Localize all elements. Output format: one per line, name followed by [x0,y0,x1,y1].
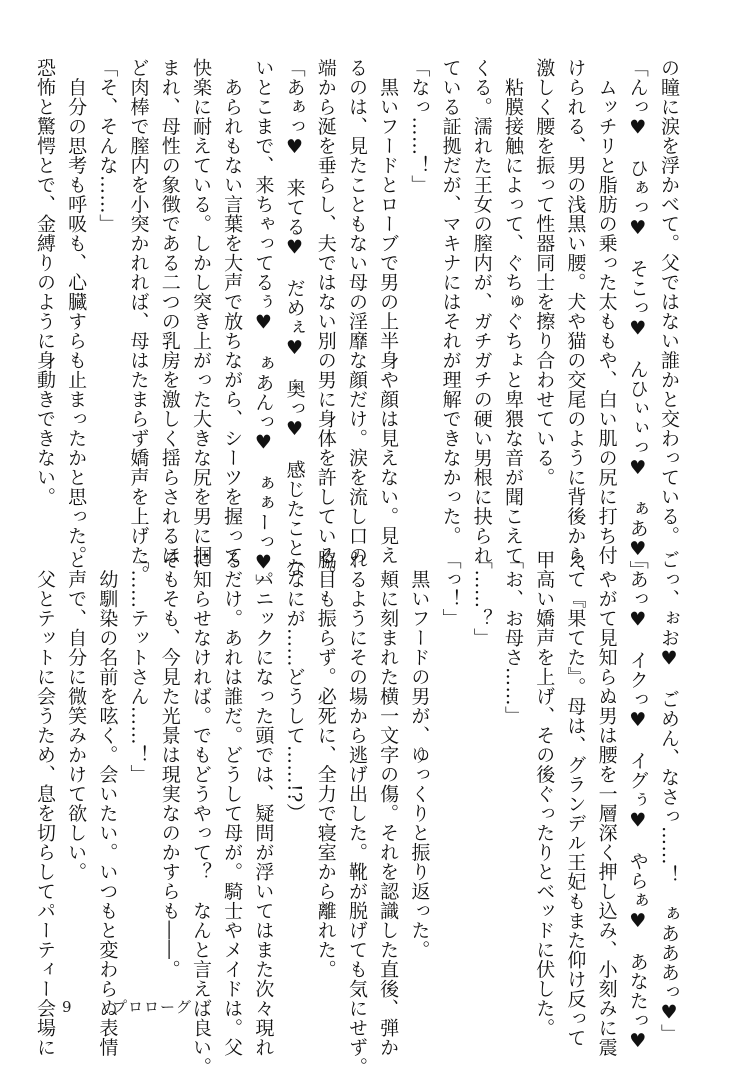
text-line: 頬に刻まれた横一文字の傷。それを認識した直後、弾か [377,550,400,1057]
text-line: ムッチリと脂肪の乗った太ももや、白い肌の尻に打ち付 [595,58,618,565]
text-line: 「そ、そんな……」 [96,58,119,234]
text-line: いとこまで、来ちゃってるぅ♥ ぁあんっ♥ ぁぁーっ♥」 [252,58,275,594]
text-line: 父とテットに会うため、息を切らしてパーティー会場に [33,550,56,1057]
text-line: 脇目も振らず。必死に、全力で寝室から離れた。 [314,550,337,979]
text-line: 恐怖と驚愕とで、金縛りのように身動きできない。 [33,58,56,507]
text-line: 端から涎を垂らし、夫ではない別の男に身体を許している。 [314,58,337,585]
page-number: 9 [62,998,72,1016]
text-line: 「お、お母さ……」 [501,550,524,726]
text-line: るのは、見たこともない母の淫靡な顔だけ。涙を流し口の [345,58,368,565]
text-line: ど肉棒で膣内を小突かれれば、母はたまらず嬌声を上げた。 [127,58,150,585]
text-line: 「あっ♥ イクっ♥ イグぅ♥ やらぁ♥ あなたっ♥ [626,550,649,1053]
text-line: 「あぁっ♥ 来てる♥ だめぇ♥ 奥っ♥ 感じたことな [283,58,306,577]
text-line: 「んっ♥ ひぁっ♥ そこっ♥ んひぃぃっ♥ ぁあ♥」 [626,58,649,580]
text-line: に知らせなければ。でもどうやって？ なんと言えば良い。 [189,550,212,1077]
text-line: ている証拠だが、マキナにはそれが理解できなかった。 [439,58,462,546]
text-line: パニックになった頭では、疑問が浮いてはまた次々現れ [252,550,275,1057]
text-line: 「なっ……！」 [408,58,431,195]
text-line: 「っ！」 [439,550,462,628]
text-line: 幼馴染の名前を呟く。会いたい。いつもと変わらぬ表情 [96,550,119,1057]
text-line: けられる、男の浅黒い腰。犬や猫の交尾のように背後から、 [564,58,587,585]
text-line: ごっ、ぉお♥ ごめん、なさっ……！ ぁあああっ♥」 [658,550,680,1044]
text-line: 黒いフードとローブで男の上半身や顔は見えない。見え [377,58,400,565]
text-line: 「……テットさん……！」 [127,550,150,784]
chapter-title: プロローグ [112,998,193,1016]
text-line: 自分の思考も呼吸も、心臓すらも止まったかと思った。 [65,58,88,565]
upper-text-block [33,58,684,594]
text-line: れるようにその場から逃げ出した。靴が脱げても気にせず。 [345,550,368,1077]
text-line: そもそも、今見た光景は現実なのかすらも――。 [158,550,181,979]
text-line: くる。濡れた王女の膣内が、ガチガチの硬い男根に抉られ [470,58,493,565]
text-line: 甲高い嬌声を上げ、その後ぐったりとベッドに伏した。 [533,550,556,1038]
text-line: 激しく腰を振って性器同士を擦り合わせている。 [533,58,556,487]
text-line: 粘膜接触によって、ぐちゅぐちょと卑猥な音が聞こえて [501,58,524,565]
text-line: （なにが……どうして……!?） [283,550,306,823]
text-line: えて『果てた』。母は、グランデル王妃もまた仰け反って [564,550,587,1048]
text-line: まれ、母性の象徴である二つの乳房を激しく揺らされるほ [158,58,181,565]
text-line: るだけ。あれは誰だ。どうして母が。騎士やメイドは。父 [221,550,244,1057]
text-line: 快楽に耐えている。しかし突き上がった大きな尻を男に掴 [189,58,212,565]
text-line: あられもない言葉を大声で放ちながら、シーツを握って [221,58,244,565]
text-line: やがて見知らぬ男は腰を一層深く押し込み、小刻みに震 [595,550,618,1057]
text-line: 黒いフードの男が、ゆっくりと振り返った。 [408,550,431,960]
text-line: 「……？」 [470,550,493,648]
text-line: と声で、自分に微笑みかけて欲しい。 [65,550,88,882]
text-line: の瞳に涙を浮かべて。父ではない誰かと交わっている。 [658,58,680,546]
